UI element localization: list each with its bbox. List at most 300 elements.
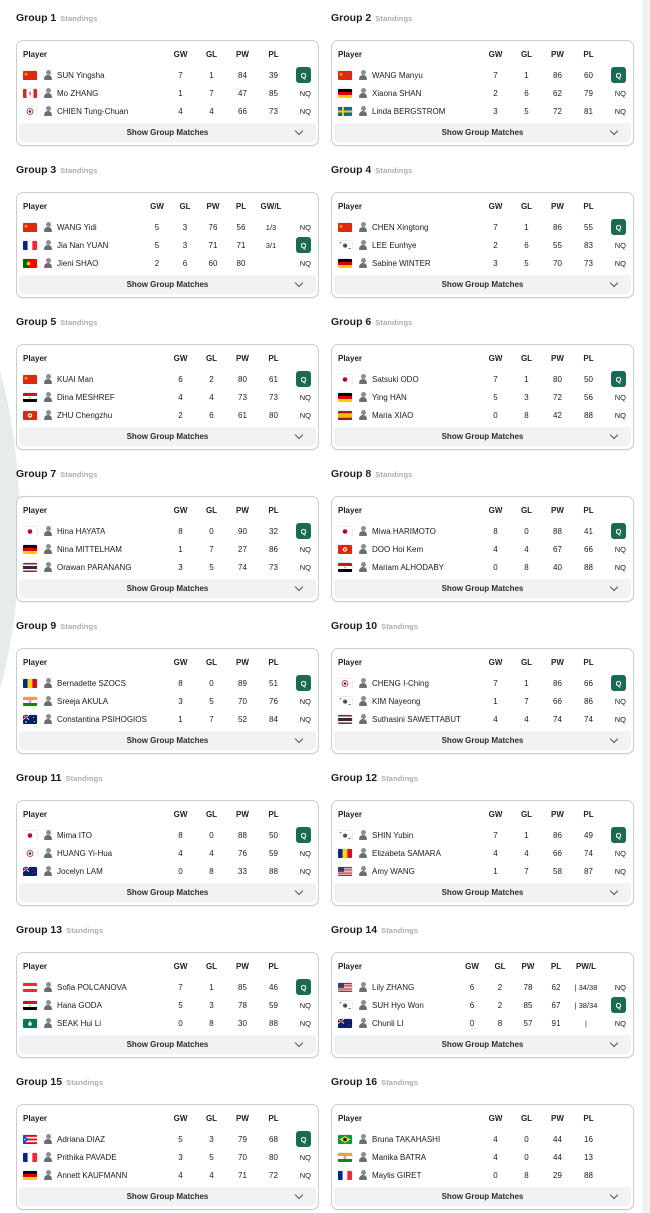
player-cell [23,1134,165,1144]
player-row[interactable] [17,1014,318,1032]
stat-pl: 50 [269,830,278,840]
col-player-header: Player [338,809,363,819]
player-cell [23,88,165,98]
qualification-status [287,259,311,268]
col-pw-header: PW [206,201,220,211]
player-name: Bernadette SZOCS [57,678,126,688]
player-row[interactable] [332,1166,633,1184]
stat-pl: 73 [584,258,593,268]
avatar-icon [44,392,52,402]
col-pl-header: PL [268,809,279,819]
player-row[interactable] [332,84,633,102]
qualified-badge: Q [611,523,626,539]
group-heading [16,771,319,785]
group-section [331,619,634,771]
player-cell [338,222,480,232]
col-gl-header: GL [520,1113,533,1123]
qualification-status [604,393,626,402]
stat-pl: 59 [269,848,278,858]
show-group-matches-label: Show Group Matches [441,1192,524,1201]
stat-gl: 1 [524,678,529,688]
flag-icon [338,849,352,858]
show-group-matches-button[interactable] [334,1035,631,1054]
player-row[interactable] [332,218,633,236]
stat-pw: 85 [523,1000,533,1010]
stat-pw: 76 [208,222,218,232]
stat-gl: 0 [209,526,214,536]
qualification-status [289,1153,311,1162]
player-name: Xiaona SHAN [372,88,422,98]
stat-pw: 60 [208,258,218,268]
stat-pw: 44 [553,1134,562,1144]
show-group-matches-button[interactable] [19,579,316,598]
avatar-icon [44,88,52,98]
stat-pl: 88 [584,410,593,420]
qualification-status [289,979,311,995]
stat-gl: 1 [209,70,214,80]
col-tiebreak-header: GW/L [260,201,282,211]
group-title: Group 10 [331,620,378,632]
stat-tiebreak: 3/1 [265,240,277,250]
stat-pl: 13 [584,1152,593,1162]
stat-gw: 4 [493,544,498,554]
player-row[interactable] [332,826,633,844]
player-cell [338,526,480,536]
chevron-down-icon [295,1191,303,1199]
player-row[interactable] [17,370,318,388]
group-heading [331,11,634,25]
stat-gl: 4 [209,106,214,116]
player-name: Suthasini SAWETTABUT [372,714,461,724]
stat-pw: 90 [238,526,247,536]
show-group-matches-button[interactable] [19,123,316,142]
flag-icon [338,89,352,98]
show-group-matches-button[interactable] [334,1187,631,1206]
flag-icon [338,545,352,554]
stat-pl: 56 [236,222,246,232]
stat-pl: 66 [584,678,593,688]
stat-pl: 73 [269,106,278,116]
player-row[interactable] [17,558,318,576]
stat-gw: 8 [178,526,183,536]
player-cell [338,1170,480,1180]
show-group-matches-button[interactable] [334,275,631,294]
stat-pw: 74 [553,714,562,724]
stat-pl: 76 [269,696,278,706]
stat-gw: 4 [178,1170,183,1180]
player-row[interactable] [332,1130,633,1148]
col-gl-header: GL [205,505,218,515]
group-title: Group 9 [16,620,57,632]
stat-gl: 4 [209,392,214,402]
player-row[interactable] [332,254,633,272]
stat-gl: 5 [209,562,214,572]
qualification-status [289,697,311,706]
stat-pw: 86 [553,222,562,232]
player-row[interactable] [17,710,318,728]
player-row[interactable] [332,1014,633,1032]
stat-pw: 86 [553,678,562,688]
player-row[interactable] [332,1148,633,1166]
stat-pw: 55 [553,240,562,250]
chevron-down-icon [610,431,618,439]
group-heading [331,1075,634,1089]
player-name: Ying HAN [372,392,407,402]
group-heading [16,1075,319,1089]
show-group-matches-button[interactable] [19,1187,316,1206]
group-section [331,923,634,1075]
player-row[interactable] [332,102,633,120]
group-section [16,467,319,619]
col-pw-header: PW [236,505,249,515]
col-pw-header: PW [551,353,564,363]
col-pl-header: PL [268,505,279,515]
flag-icon [23,983,37,992]
stat-pw: 29 [553,1170,562,1180]
flag-icon [23,697,37,706]
player-cell [338,240,480,250]
avatar-icon [359,258,367,268]
stat-pl: 68 [269,1134,278,1144]
stat-gl: 8 [209,1018,214,1028]
stat-pw: 57 [523,1018,533,1028]
not-qualified-label: NQ [299,714,311,724]
stat-gl: 5 [524,106,529,116]
player-cell [23,106,165,116]
col-pw-header: PW [551,505,564,515]
stat-pw: 71 [238,1170,247,1180]
flag-icon [23,1019,37,1028]
show-group-matches-button[interactable] [334,123,631,142]
show-group-matches-label: Show Group Matches [441,128,524,137]
player-name: Orawan PARANANG [57,562,132,572]
col-gw-header: GW [488,353,503,363]
player-name: Miwa HARIMOTO [372,526,436,536]
player-cell [338,848,480,858]
avatar-icon [44,374,52,384]
player-row[interactable] [332,692,633,710]
stat-gw: 4 [178,392,183,402]
stat-pw: 67 [553,544,562,554]
stat-gl: 4 [209,848,214,858]
show-group-matches-button[interactable] [19,883,316,902]
col-pw-header: PW [236,961,249,971]
player-name: Manika BATRA [372,1152,427,1162]
qualification-status [604,411,626,420]
player-row[interactable] [17,1130,318,1148]
player-row[interactable] [332,710,633,728]
player-row[interactable] [332,862,633,880]
col-gl-header: GL [520,657,533,667]
player-name: Satsuki ODO [372,374,419,384]
stat-gl: 6 [182,258,188,268]
col-player-header: Player [23,505,48,515]
avatar-icon [44,562,52,572]
player-name: SUH Hyo Won [372,1000,424,1010]
stat-gw: 6 [469,982,475,992]
col-pl-header: PL [583,49,594,59]
qualification-status [604,241,626,250]
player-row[interactable] [332,66,633,84]
player-row[interactable] [17,996,318,1014]
stat-gl: 6 [524,88,529,98]
player-name: KUAI Man [57,374,94,384]
stat-pw: 52 [238,714,247,724]
player-row[interactable] [332,996,633,1014]
player-row[interactable] [332,540,633,558]
player-row[interactable] [17,84,318,102]
stat-gl: 6 [209,410,214,420]
standings-card [16,192,319,298]
chevron-down-icon [610,1039,618,1047]
show-group-matches-button[interactable] [334,427,631,446]
flag-icon [338,715,352,724]
scrollbar-track[interactable] [642,0,650,1213]
player-row[interactable] [17,844,318,862]
col-pl-header: PL [268,49,279,59]
avatar-icon [359,88,367,98]
avatar-icon [359,544,367,554]
chevron-down-icon [610,127,618,135]
group-section [16,11,319,163]
col-gw-header: GW [173,657,188,667]
flag-icon [23,849,37,858]
stat-pw: 61 [238,410,247,420]
player-cell [338,1018,458,1028]
stat-pw: 79 [238,1134,247,1144]
player-row[interactable] [332,522,633,540]
avatar-icon [44,258,52,268]
player-row[interactable] [332,844,633,862]
col-gw-header: GW [488,657,503,667]
stat-tiebreak: | 38/34 [574,1000,598,1010]
player-cell [23,830,165,840]
avatar-icon [359,678,367,688]
player-cell [23,410,165,420]
stat-pl: 88 [584,562,593,572]
player-row[interactable] [17,236,318,254]
col-tiebreak-header: PW/L [576,961,596,971]
chevron-down-icon [295,279,303,287]
player-row[interactable] [17,1148,318,1166]
col-pw-header: PW [551,1113,564,1123]
qualification-status [289,715,311,724]
stat-gw: 5 [154,240,160,250]
player-row[interactable] [17,674,318,692]
group-heading [16,315,319,329]
player-row[interactable] [17,406,318,424]
col-gl-header: GL [520,353,533,363]
stat-gw: 6 [178,374,183,384]
standings-card [16,344,319,450]
player-row[interactable] [332,558,633,576]
player-name: Mariam ALHODABY [372,562,445,572]
qualification-status [602,997,626,1013]
stat-gl: 1 [524,374,529,384]
player-cell [23,678,165,688]
avatar-icon [44,848,52,858]
stat-pl: 73 [269,562,278,572]
player-name: Constantina PSIHOGIOS [57,714,147,724]
group-title: Group 14 [331,924,378,936]
player-row[interactable] [17,978,318,996]
qualification-status [604,563,626,572]
player-row[interactable] [17,66,318,84]
col-pl-header: PL [583,505,594,515]
col-player-header: Player [23,353,48,363]
flag-icon [23,1135,37,1144]
flag-icon [338,71,352,80]
player-row[interactable] [17,218,318,236]
flag-icon [338,867,352,876]
player-name: CHENG I-Ching [372,678,429,688]
col-pl-header: PL [583,809,594,819]
show-group-matches-button[interactable] [19,427,316,446]
show-group-matches-label: Show Group Matches [441,280,524,289]
flag-icon [23,715,37,724]
player-name: Chunli LI [372,1018,404,1028]
flag-icon [338,411,352,420]
player-row[interactable] [17,826,318,844]
player-name: WANG Manyu [372,70,423,80]
qualification-status [289,89,311,98]
show-group-matches-button[interactable] [334,731,631,750]
player-row[interactable] [17,522,318,540]
player-row[interactable] [17,1166,318,1184]
standings-header-row [17,649,318,674]
player-row[interactable] [332,406,633,424]
player-row[interactable] [332,236,633,254]
groups-grid [16,11,634,1213]
player-row[interactable] [17,102,318,120]
stat-gw: 0 [493,562,498,572]
player-row[interactable] [17,254,318,272]
player-name: Amy WANG [372,866,415,876]
player-name: CHIEN Tung-Chuan [57,106,129,116]
stat-gw: 7 [493,70,498,80]
standings-label: Standings [60,14,98,23]
stat-gw: 1 [493,866,498,876]
standings-header-row [332,1105,633,1130]
player-name: Lily ZHANG [372,982,415,992]
stat-pl: 50 [584,374,593,384]
player-cell [338,392,480,402]
stat-pl: 66 [584,544,593,554]
col-pl-header: PL [235,201,247,211]
stat-pl: 88 [584,1170,593,1180]
chevron-down-icon [295,127,303,135]
avatar-icon [44,544,52,554]
qualification-status [604,675,626,691]
player-row[interactable] [17,388,318,406]
standings-label: Standings [60,318,98,327]
not-qualified-label: NQ [614,392,626,402]
avatar-icon [359,106,367,116]
standings-header-row [332,497,633,522]
player-name: Mima ITO [57,830,92,840]
stat-gl: 4 [524,848,529,858]
qualification-status [604,259,626,268]
player-cell [338,1152,480,1162]
col-gl-header: GL [520,505,533,515]
col-player-header: Player [23,809,48,819]
player-cell [23,1018,165,1028]
standings-header-row [17,345,318,370]
player-name: Sabine WINTER [372,258,431,268]
show-group-matches-label: Show Group Matches [441,432,524,441]
player-name: SUN Yingsha [57,70,105,80]
flag-icon [338,1153,352,1162]
player-row[interactable] [17,692,318,710]
show-group-matches-button[interactable] [334,883,631,902]
stat-gw: 7 [493,678,498,688]
player-cell [23,526,165,536]
stat-pw: 73 [238,392,247,402]
stat-gw: 0 [469,1018,475,1028]
col-pw-header: PW [551,201,564,211]
flag-icon [338,375,352,384]
stat-pw: 84 [238,70,247,80]
stat-pl: 32 [269,526,278,536]
avatar-icon [359,866,367,876]
flag-icon [23,545,37,554]
player-cell [338,1000,458,1010]
group-section [331,315,634,467]
show-group-matches-button[interactable] [19,275,316,294]
player-name: ZHU Chengzhu [57,410,113,420]
avatar-icon [359,222,367,232]
group-title: Group 13 [16,924,63,936]
stat-gw: 3 [493,258,498,268]
flag-icon [23,867,37,876]
col-gl-header: GL [205,657,218,667]
flag-icon [338,563,352,572]
show-group-matches-button[interactable] [334,579,631,598]
stat-pw: 80 [238,374,247,384]
stat-pw: 72 [553,392,562,402]
stat-gl: 7 [209,544,214,554]
show-group-matches-button[interactable] [19,1035,316,1054]
player-cell [338,1134,480,1144]
standings-header-row [332,801,633,826]
flag-icon [338,259,352,268]
player-cell [338,106,480,116]
not-qualified-label: NQ [614,106,626,116]
standings-label: Standings [375,318,413,327]
standings-label: Standings [381,1078,419,1087]
not-qualified-label: NQ [299,1152,311,1162]
col-gl-header: GL [520,201,533,211]
col-pl-header: PL [583,1113,594,1123]
player-row[interactable] [332,388,633,406]
stat-tiebreak: 1/3 [265,222,277,232]
player-row[interactable] [332,674,633,692]
col-pl-header: PL [583,201,594,211]
player-row[interactable] [332,370,633,388]
player-row[interactable] [17,862,318,880]
player-row[interactable] [17,540,318,558]
stat-pw: 89 [238,678,247,688]
player-row[interactable] [332,978,633,996]
chevron-down-icon [610,279,618,287]
not-qualified-label: NQ [614,240,626,250]
show-group-matches-button[interactable] [19,731,316,750]
standings-card [331,344,634,450]
flag-icon [23,107,37,116]
avatar-icon [359,374,367,384]
player-name: Jieni SHAO [57,258,99,268]
standings-label: Standings [375,14,413,23]
